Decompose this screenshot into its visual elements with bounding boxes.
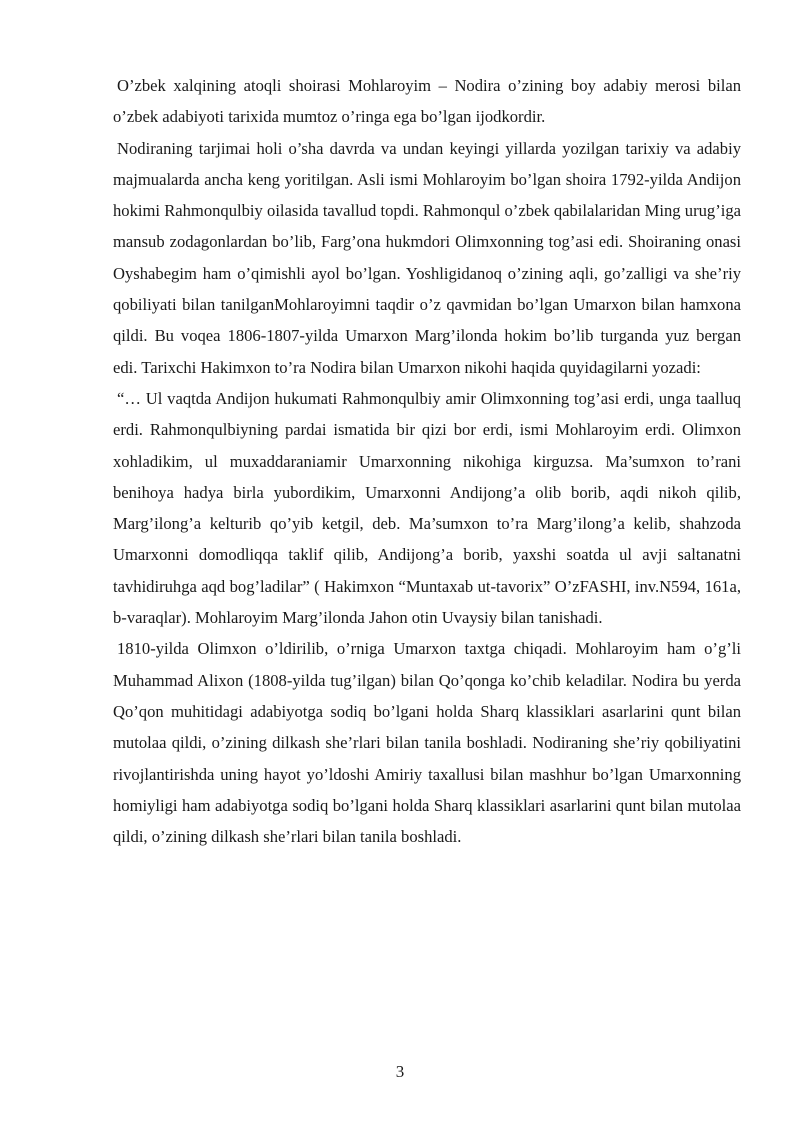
paragraph-quotation: “… Ul vaqtda Andijon hukumati Rahmonqulbiy amir Olimxonning tog’asi erdi, unga taalluq erdi. Rahmonqulbiyning pardai ismatida bir qizi bor erdi, ismi Mohlaroyim erdi. Olimxon xohladikim, ul muxaddaraniamir Umarxonning nikohiga kirguzsa. Ma’sumxon to’rani benihoya hadya birla yubordikim, Umarxonni Andijong’a olib borib, aqdi nikoh qilib, Marg’ilong’a kelturib qo’yib ketgil, deb. Ma’sumxon to’ra Marg’ilong’a kelib, shahzoda Umarxonni domodliqqa taklif qilib, Andijong’a borib, yaxshi soatda ul avji saltanatni tavhidiruhga aqd bog’ladilar” ( Hakimxon “Muntaxab ut-tavorix” O’zFASHI, inv.N594, 161a, b-varaqlar). Mohlaroyim Marg’ilonda Jahon otin Uvaysiy bilan tanishadi.	[113, 388, 741, 628]
document-body	[113, 70, 741, 852]
paragraph-intro: O’zbek xalqining atoqli shoirasi Mohlaroyim – Nodira o’zining boy adabiy merosi bilan o’zbek adabiyoti tarixida mumtoz o’ringa ega bo’lgan ijodkordir.	[113, 76, 741, 127]
paragraph-biography: Nodiraning tarjimai holi o’sha davrda va undan keyingi yillarda yozilgan tarixiy va adabiy majmualarda ancha keng yoritilgan. Asli ismi Mohlaroyim bo’lgan shoira 1792-yilda Andijon hokimi Rahmonqulbiy oilasida tavallud topdi. Rahmonqul o’zbek qabilalaridan Ming urug’iga mansub zodagonlardan bo’lib, Farg’ona hukmdori Olimxonning tog’asi edi. Shoiraning onasi Oyshabegim ham o’qimishli ayol bo’lgan. Yoshligidanoq o’zining aqli, go’zalligi va she’riy qobiliyati bilan tanilganMohlaroyimni taqdir o’z qavmidan bo’lgan Umarxon bilan hamxona qildi. Bu voqea 1806-1807-yilda Umarxon Marg’ilonda hokim bo’lib turganda yuz bergan edi. Tarixchi Hakimxon to’ra Nodira bilan Umarxon nikohi haqida quyidagilarni yozadi:	[113, 138, 741, 377]
paragraph-kokand: 1810-yilda Olimxon o’ldirilib, o’rniga Umarxon taxtga chiqadi. Mohlaroyim ham o’g’li Muhammad Alixon (1808-yilda tug’ilgan) bilan Qo’qonga ko’chib keladilar. Nodira bu yerda Qo’qon muhitidagi adabiyotga sodiq bo’lgani holda Sharq klassiklari asarlarini qunt bilan mutolaa qildi, o’zining dilkash she’rlari bilan tanila boshladi. Nodiraning she’riy qobiliyatini rivojlantirishda uning hayot yo’ldoshi Amiriy taxallusi bilan mashhur bo’lgan Umarxonning homiyligi ham adabiyotga sodiq bo’lgani holda Sharq klassiklari asarlarini qunt bilan mutolaa qildi, o’zining dilkash she’rlari bilan tanila boshladi.	[113, 639, 741, 847]
page-number: 3	[395, 1062, 405, 1081]
